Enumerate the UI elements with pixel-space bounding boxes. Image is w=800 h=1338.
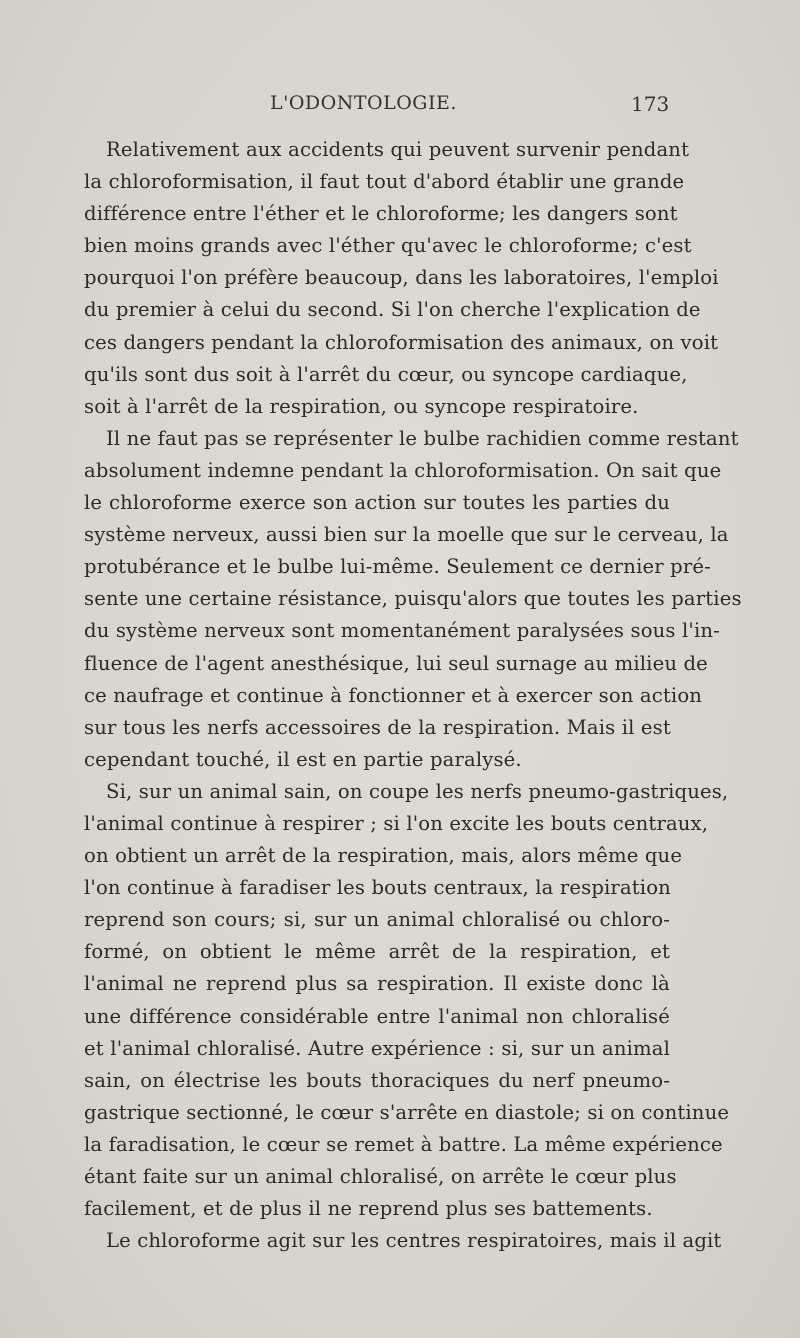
text-line: ce naufrage et continue à fonctionner et à exercer son action (84, 683, 703, 707)
text-line: la faradisation, le cœur se remet à battre. La même expérience (84, 1132, 723, 1156)
text-line: sain, on électrise les bouts thoraciques du nerf pneumo- (84, 1068, 670, 1092)
text-line: gastrique sectionné, le cœur s'arrête en diastole; si on continue (84, 1100, 730, 1124)
text-line: et l'animal chloralisé. Autre expérience : si, sur un animal (84, 1036, 670, 1060)
text-line: absolument indemne pendant la chloroformisation. On sait que (84, 458, 722, 482)
text-line: l'animal ne reprend plus sa respiration. Il existe donc là (84, 972, 670, 996)
text-line: bien moins grands avec l'éther qu'avec le chloroforme; c'est (84, 234, 692, 258)
text-line: sur tous les nerfs accessoires de la respiration. Mais il est (84, 715, 671, 739)
text-line: facilement, et de plus il ne reprend plus ses battements. (84, 1197, 653, 1221)
text-line: Relativement aux accidents qui peuvent survenir pendant (106, 138, 690, 161)
running-head: L'ODONTOLOGIE. (270, 92, 457, 114)
text-line: du premier à celui du second. Si l'on cherche l'explication de (84, 298, 701, 322)
text-line: du système nerveux sont momentanément paralysées sous l'in- (84, 619, 720, 643)
text-line: le chloroforme exerce son action sur toutes les parties du (84, 491, 670, 515)
text-line: fluence de l'agent anesthésique, lui seul surnage au milieu de (84, 651, 708, 675)
text-line: reprend son cours; si, sur un animal chloralisé ou chloro- (84, 908, 670, 932)
text-line: la chloroformisation, il faut tout d'abord établir une grande (84, 170, 685, 194)
text-line: formé, on obtient le même arrêt de la respiration, et (84, 940, 670, 964)
text-line: qu'ils sont dus soit à l'arrêt du cœur, ou syncope cardiaque, (84, 362, 688, 386)
body-text (84, 134, 742, 1257)
text-line: étant faite sur un animal chloralisé, on arrête le cœur plus (84, 1165, 677, 1188)
text-line: cependant touché, il est en partie paralysé. (84, 747, 522, 771)
text-line: Le chloroforme agit sur les centres respiratoires, mais il agit (106, 1229, 722, 1253)
text-line: Il ne faut pas se représenter le bulbe rachidien comme restant (106, 426, 739, 450)
text-line: différence entre l'éther et le chloroforme; les dangers sont (84, 202, 678, 226)
text-line: ces dangers pendant la chloroformisation des animaux, on voit (84, 330, 719, 354)
text-line: on obtient un arrêt de la respiration, mais, alors même que (84, 844, 683, 868)
text-line: pourquoi l'on préfère beaucoup, dans les laboratoires, l'emploi (84, 266, 719, 290)
text-line: l'animal continue à respirer ; si l'on excite les bouts centraux, (84, 811, 709, 835)
text-line: système nerveux, aussi bien sur la moelle que sur le cerveau, la (84, 523, 729, 547)
text-line: sente une certaine résistance, puisqu'alors que toutes les parties (84, 587, 742, 611)
page-header (0, 92, 800, 122)
text-line: soit à l'arrêt de la respiration, ou syncope respiratoire. (84, 394, 639, 418)
text-line: Si, sur un animal sain, on coupe les nerfs pneumo-gastriques, (106, 779, 729, 803)
text-line: protubérance et le bulbe lui-même. Seulement ce dernier pré- (84, 555, 711, 579)
page-number: 173 (631, 92, 670, 116)
text-line: une différence considérable entre l'animal non chloralisé (84, 1004, 670, 1028)
text-line: l'on continue à faradiser les bouts centraux, la respiration (84, 876, 671, 900)
